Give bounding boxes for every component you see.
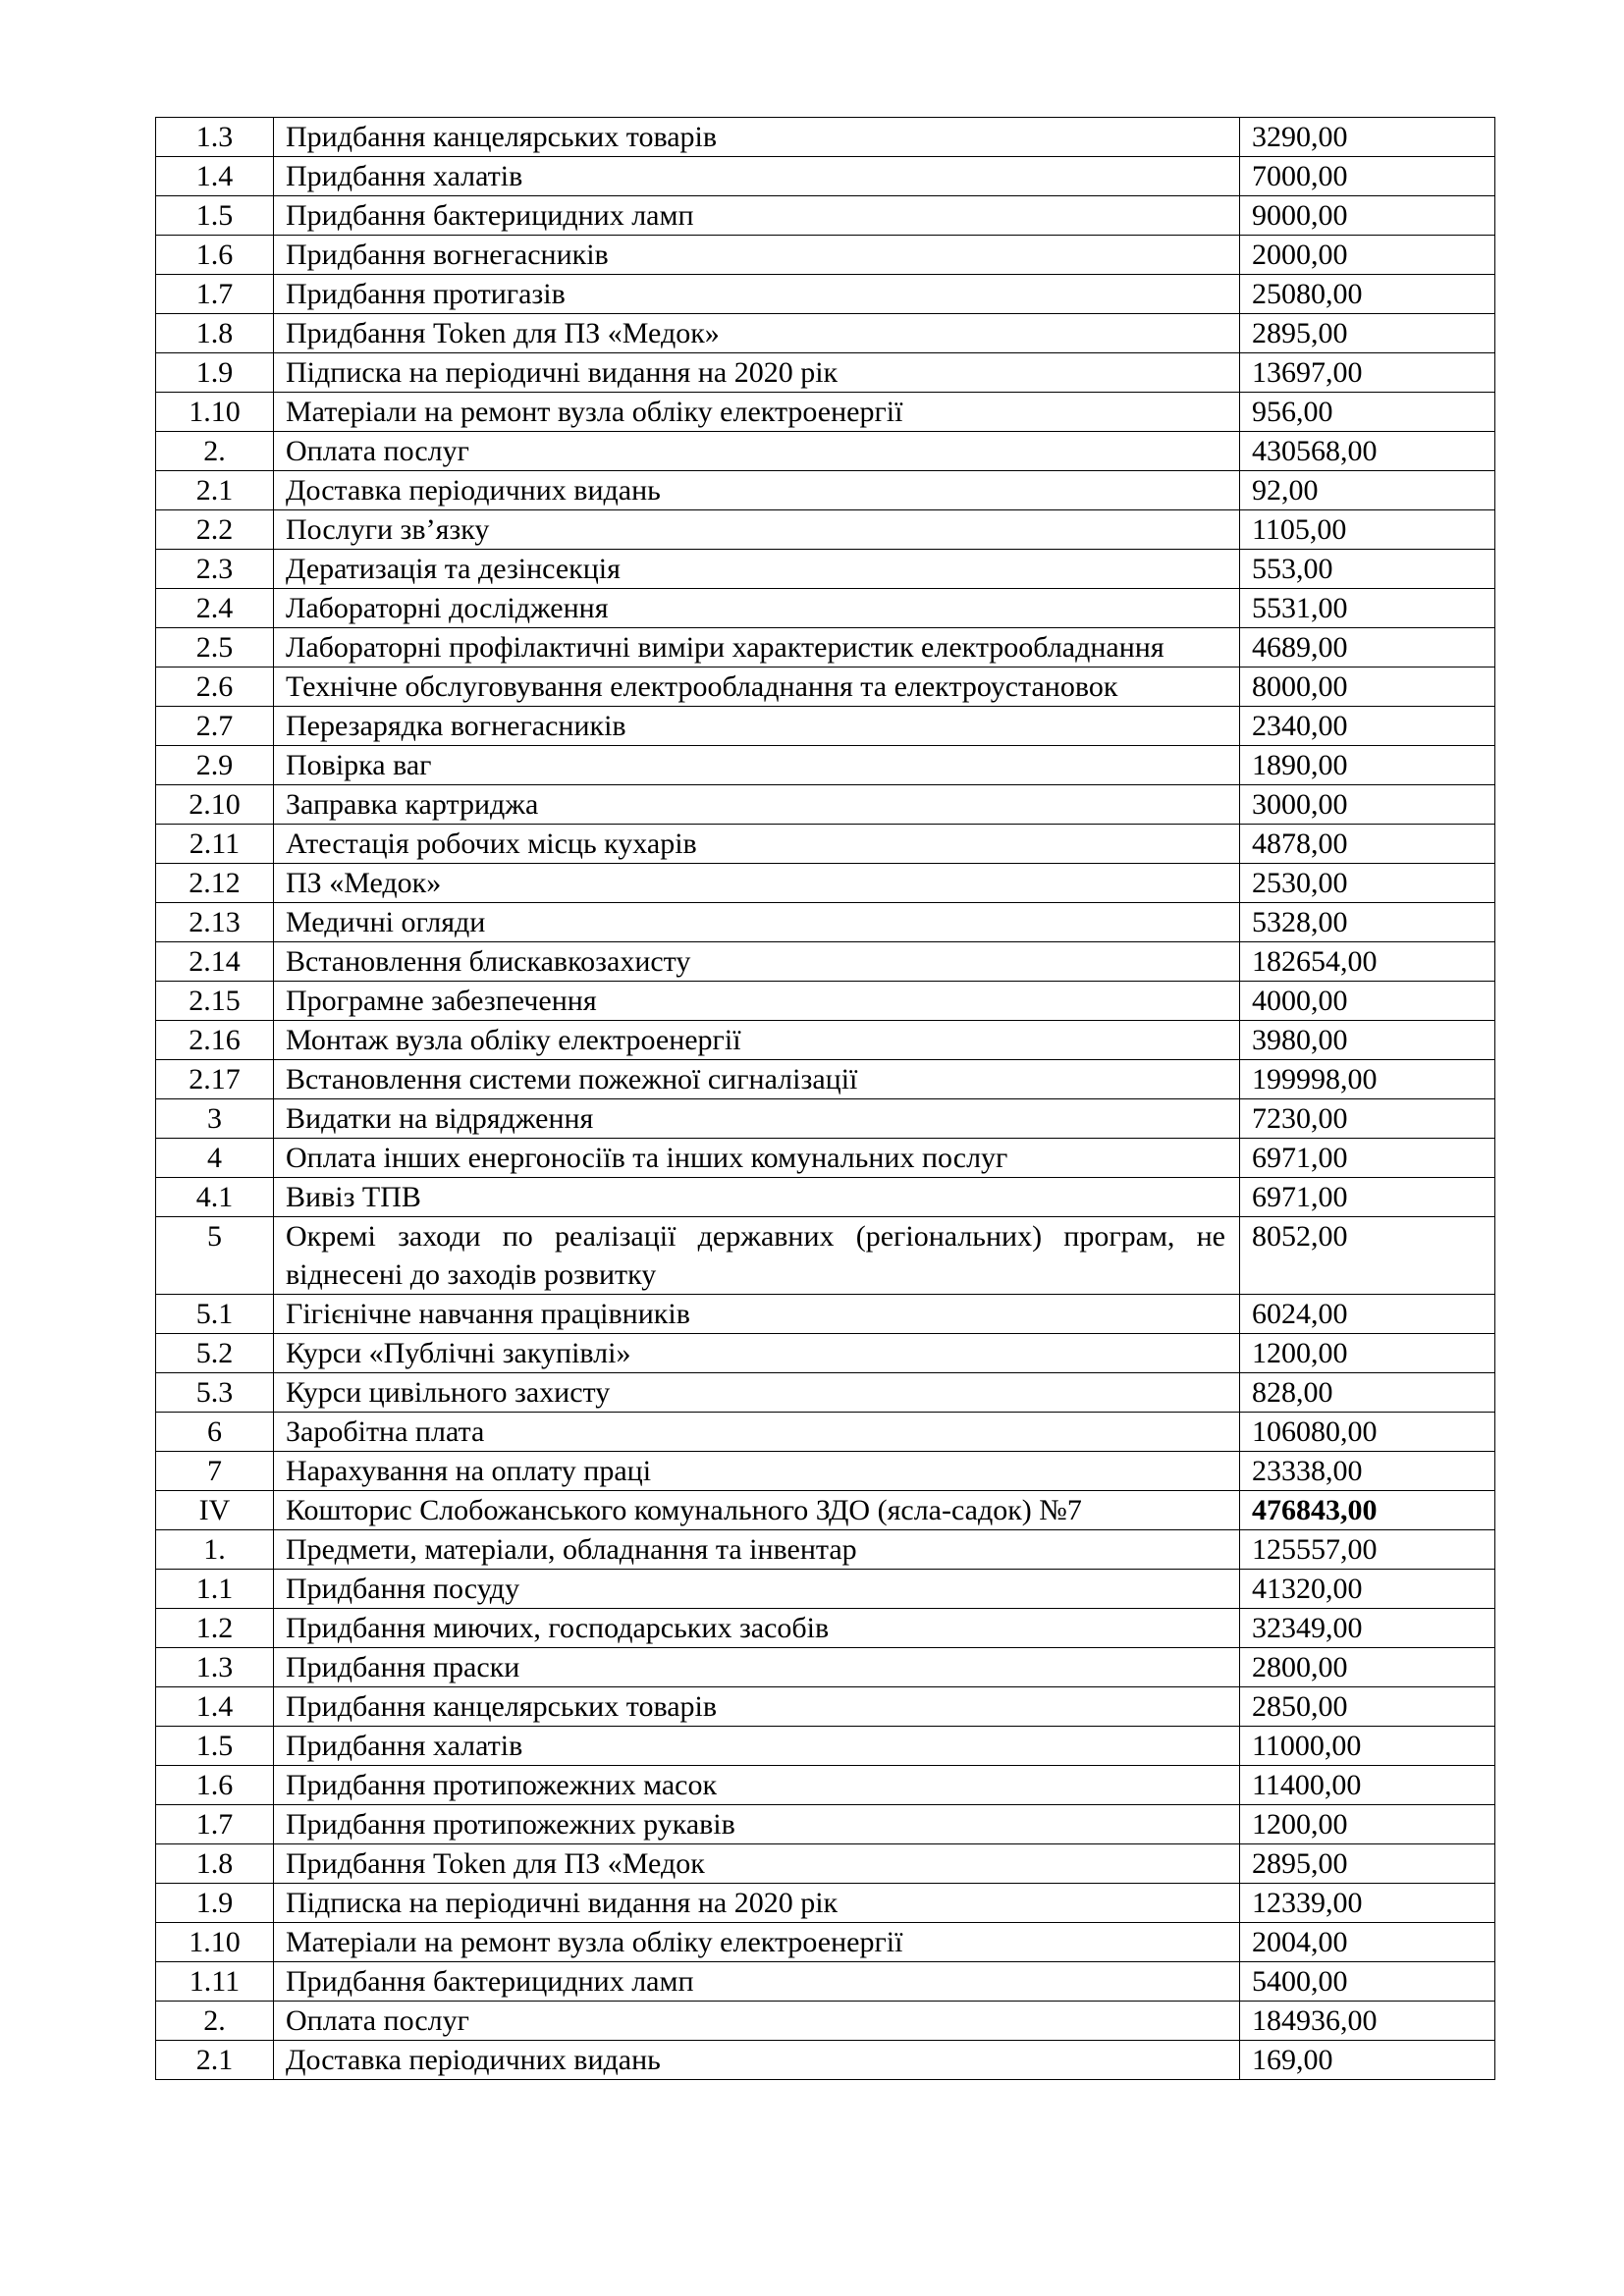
row-amount-cell: 4000,00	[1240, 982, 1495, 1021]
row-number-cell: 1.	[156, 1530, 274, 1570]
table-row	[156, 785, 1495, 825]
row-amount-cell: 25080,00	[1240, 275, 1495, 314]
row-description-cell: Придбання Token для ПЗ «Медок»	[274, 314, 1240, 353]
row-description-cell: Нарахування на оплату праці	[274, 1452, 1240, 1491]
row-amount-cell: 8000,00	[1240, 667, 1495, 707]
row-number-cell: 1.9	[156, 1884, 274, 1923]
row-number-cell: 2.10	[156, 785, 274, 825]
row-description-cell: Окремі заходи по реалізації державних (регіональних) програм, не віднесені до заходів розвитку	[274, 1217, 1240, 1295]
row-description-cell: Дератизація та дезінсекція	[274, 550, 1240, 589]
row-description-cell: Лабораторні дослідження	[274, 589, 1240, 628]
row-amount-cell: 2530,00	[1240, 864, 1495, 903]
row-number-cell: 1.7	[156, 275, 274, 314]
row-description-cell: Придбання бактерицидних ламп	[274, 196, 1240, 236]
row-amount-cell: 11400,00	[1240, 1766, 1495, 1805]
row-description-cell: Придбання канцелярських товарів	[274, 118, 1240, 157]
row-description-cell: Встановлення блискавкозахисту	[274, 942, 1240, 982]
table-row	[156, 1060, 1495, 1099]
table-row	[156, 1178, 1495, 1217]
row-amount-cell: 4689,00	[1240, 628, 1495, 667]
row-number-cell: 2.14	[156, 942, 274, 982]
row-amount-cell: 2000,00	[1240, 236, 1495, 275]
row-amount-cell: 125557,00	[1240, 1530, 1495, 1570]
row-number-cell: 1.10	[156, 393, 274, 432]
table-row	[156, 589, 1495, 628]
row-number-cell: 1.5	[156, 1727, 274, 1766]
table-row	[156, 825, 1495, 864]
table-row	[156, 707, 1495, 746]
row-number-cell: 2.	[156, 2002, 274, 2041]
table-row	[156, 1609, 1495, 1648]
row-number-cell: 1.11	[156, 1962, 274, 2002]
row-description-cell: Придбання халатів	[274, 1727, 1240, 1766]
row-description-cell: Придбання праски	[274, 1648, 1240, 1687]
row-amount-cell: 6971,00	[1240, 1178, 1495, 1217]
table-row	[156, 510, 1495, 550]
table-row	[156, 471, 1495, 510]
row-number-cell: 5.2	[156, 1334, 274, 1373]
row-number-cell: 2.2	[156, 510, 274, 550]
table-row	[156, 1648, 1495, 1687]
table-row	[156, 2002, 1495, 2041]
row-number-cell: 2.1	[156, 2041, 274, 2080]
row-amount-cell: 8052,00	[1240, 1217, 1495, 1295]
row-number-cell: 2.13	[156, 903, 274, 942]
row-number-cell: 2.5	[156, 628, 274, 667]
row-number-cell: 1.7	[156, 1805, 274, 1844]
row-amount-cell: 3980,00	[1240, 1021, 1495, 1060]
row-amount-cell: 2004,00	[1240, 1923, 1495, 1962]
row-amount-cell: 23338,00	[1240, 1452, 1495, 1491]
row-amount-cell: 7230,00	[1240, 1099, 1495, 1139]
table-row	[156, 1491, 1495, 1530]
row-number-cell: 1.2	[156, 1609, 274, 1648]
row-amount-cell: 92,00	[1240, 471, 1495, 510]
row-amount-cell: 12339,00	[1240, 1884, 1495, 1923]
row-number-cell: 1.4	[156, 1687, 274, 1727]
row-description-cell: Матеріали на ремонт вузла обліку електроенергії	[274, 1923, 1240, 1962]
row-amount-cell: 2850,00	[1240, 1687, 1495, 1727]
row-description-cell: Гігієнічне навчання працівників	[274, 1295, 1240, 1334]
row-number-cell: 1.3	[156, 1648, 274, 1687]
row-number-cell: 2.11	[156, 825, 274, 864]
row-amount-cell: 6971,00	[1240, 1139, 1495, 1178]
table-row	[156, 1962, 1495, 2002]
budget-table	[155, 117, 1495, 2080]
row-amount-cell: 199998,00	[1240, 1060, 1495, 1099]
row-number-cell: 2.4	[156, 589, 274, 628]
row-number-cell: 1.1	[156, 1570, 274, 1609]
row-number-cell: 2.9	[156, 746, 274, 785]
row-description-cell: Курси цивільного захисту	[274, 1373, 1240, 1413]
row-number-cell: 2.12	[156, 864, 274, 903]
table-row	[156, 1766, 1495, 1805]
row-amount-cell: 11000,00	[1240, 1727, 1495, 1766]
row-number-cell: 2.7	[156, 707, 274, 746]
table-row	[156, 157, 1495, 196]
row-number-cell: 2.3	[156, 550, 274, 589]
row-number-cell: 2.17	[156, 1060, 274, 1099]
row-description-cell: Підписка на періодичні видання на 2020 рік	[274, 1884, 1240, 1923]
row-description-cell: Оплата інших енергоносіїв та інших комунальних послуг	[274, 1139, 1240, 1178]
row-description-cell: Матеріали на ремонт вузла обліку електроенергії	[274, 393, 1240, 432]
row-number-cell: 2.15	[156, 982, 274, 1021]
row-number-cell: 5.1	[156, 1295, 274, 1334]
row-amount-cell: 2340,00	[1240, 707, 1495, 746]
table-row	[156, 1687, 1495, 1727]
table-row	[156, 1530, 1495, 1570]
row-description-cell: Оплата послуг	[274, 2002, 1240, 2041]
row-number-cell: 4	[156, 1139, 274, 1178]
table-row	[156, 903, 1495, 942]
table-row	[156, 1099, 1495, 1139]
row-amount-cell: 32349,00	[1240, 1609, 1495, 1648]
row-amount-cell: 4878,00	[1240, 825, 1495, 864]
row-description-cell: Лабораторні профілактичні виміри характеристик електрообладнання	[274, 628, 1240, 667]
table-row	[156, 314, 1495, 353]
row-number-cell: 4.1	[156, 1178, 274, 1217]
table-row	[156, 1727, 1495, 1766]
table-row	[156, 1217, 1495, 1295]
table-row	[156, 667, 1495, 707]
table-row	[156, 1295, 1495, 1334]
table-row	[156, 982, 1495, 1021]
table-row	[156, 1413, 1495, 1452]
row-description-cell: Придбання протигазів	[274, 275, 1240, 314]
row-amount-cell: 1200,00	[1240, 1334, 1495, 1373]
table-row	[156, 275, 1495, 314]
row-amount-cell: 41320,00	[1240, 1570, 1495, 1609]
row-amount-cell: 7000,00	[1240, 157, 1495, 196]
row-number-cell: 1.6	[156, 236, 274, 275]
row-description-cell: Придбання Token для ПЗ «Медок	[274, 1844, 1240, 1884]
table-row	[156, 118, 1495, 157]
row-description-cell: Перезарядка вогнегасників	[274, 707, 1240, 746]
row-description-cell: Видатки на відрядження	[274, 1099, 1240, 1139]
row-number-cell: 1.10	[156, 1923, 274, 1962]
row-number-cell: 2.16	[156, 1021, 274, 1060]
row-description-cell: Придбання посуду	[274, 1570, 1240, 1609]
table-row	[156, 1923, 1495, 1962]
row-amount-cell: 5400,00	[1240, 1962, 1495, 2002]
row-description-cell: ПЗ «Медок»	[274, 864, 1240, 903]
row-number-cell: 2.6	[156, 667, 274, 707]
table-row	[156, 236, 1495, 275]
table-row	[156, 1805, 1495, 1844]
row-description-cell: Монтаж вузла обліку електроенергії	[274, 1021, 1240, 1060]
row-amount-cell: 1105,00	[1240, 510, 1495, 550]
table-row	[156, 196, 1495, 236]
row-description-cell: Заправка картриджа	[274, 785, 1240, 825]
table-row	[156, 432, 1495, 471]
row-number-cell: 3	[156, 1099, 274, 1139]
table-row	[156, 550, 1495, 589]
table-row	[156, 1139, 1495, 1178]
table-row	[156, 864, 1495, 903]
table-row	[156, 1373, 1495, 1413]
row-number-cell: 1.6	[156, 1766, 274, 1805]
row-number-cell: 1.8	[156, 1844, 274, 1884]
row-amount-cell: 476843,00	[1240, 1491, 1495, 1530]
row-amount-cell: 9000,00	[1240, 196, 1495, 236]
row-description-cell: Придбання вогнегасників	[274, 236, 1240, 275]
row-number-cell: 2.1	[156, 471, 274, 510]
row-number-cell: 1.8	[156, 314, 274, 353]
row-amount-cell: 6024,00	[1240, 1295, 1495, 1334]
row-number-cell: 1.4	[156, 157, 274, 196]
row-description-cell: Доставка періодичних видань	[274, 471, 1240, 510]
row-amount-cell: 5531,00	[1240, 589, 1495, 628]
row-description-cell: Оплата послуг	[274, 432, 1240, 471]
row-amount-cell: 2895,00	[1240, 1844, 1495, 1884]
row-amount-cell: 5328,00	[1240, 903, 1495, 942]
row-number-cell: 7	[156, 1452, 274, 1491]
table-row	[156, 1452, 1495, 1491]
table-row	[156, 1021, 1495, 1060]
row-description-cell: Предмети, матеріали, обладнання та інвентар	[274, 1530, 1240, 1570]
row-description-cell: Придбання халатів	[274, 157, 1240, 196]
table-row	[156, 2041, 1495, 2080]
table-row	[156, 942, 1495, 982]
row-amount-cell: 956,00	[1240, 393, 1495, 432]
row-description-cell: Атестація робочих місць кухарів	[274, 825, 1240, 864]
row-description-cell: Підписка на періодичні видання на 2020 рік	[274, 353, 1240, 393]
table-row	[156, 1570, 1495, 1609]
row-amount-cell: 169,00	[1240, 2041, 1495, 2080]
row-description-cell: Вивіз ТПВ	[274, 1178, 1240, 1217]
row-amount-cell: 1890,00	[1240, 746, 1495, 785]
row-description-cell: Придбання канцелярських товарів	[274, 1687, 1240, 1727]
row-description-cell: Курси «Публічні закупівлі»	[274, 1334, 1240, 1373]
table-row	[156, 1844, 1495, 1884]
budget-table-body	[156, 118, 1495, 2080]
row-description-cell: Програмне забезпечення	[274, 982, 1240, 1021]
row-amount-cell: 13697,00	[1240, 353, 1495, 393]
row-amount-cell: 106080,00	[1240, 1413, 1495, 1452]
row-description-cell: Технічне обслуговування електрообладнання та електроустановок	[274, 667, 1240, 707]
row-description-cell: Послуги зв’язку	[274, 510, 1240, 550]
row-number-cell: IV	[156, 1491, 274, 1530]
table-row	[156, 746, 1495, 785]
row-amount-cell: 182654,00	[1240, 942, 1495, 982]
table-row	[156, 1884, 1495, 1923]
row-description-cell: Медичні огляди	[274, 903, 1240, 942]
row-description-cell: Придбання бактерицидних ламп	[274, 1962, 1240, 2002]
row-amount-cell: 553,00	[1240, 550, 1495, 589]
row-description-cell: Доставка періодичних видань	[274, 2041, 1240, 2080]
row-description-cell: Повірка ваг	[274, 746, 1240, 785]
row-description-cell: Заробітна плата	[274, 1413, 1240, 1452]
row-amount-cell: 430568,00	[1240, 432, 1495, 471]
row-number-cell: 5.3	[156, 1373, 274, 1413]
row-number-cell: 1.9	[156, 353, 274, 393]
row-amount-cell: 184936,00	[1240, 2002, 1495, 2041]
row-amount-cell: 3290,00	[1240, 118, 1495, 157]
table-row	[156, 1334, 1495, 1373]
row-description-cell: Придбання миючих, господарських засобів	[274, 1609, 1240, 1648]
table-row	[156, 628, 1495, 667]
row-number-cell: 2.	[156, 432, 274, 471]
row-description-cell: Придбання протипожежних масок	[274, 1766, 1240, 1805]
row-number-cell: 6	[156, 1413, 274, 1452]
row-description-cell: Кошторис Слобожанського комунального ЗДО (ясла-садок) №7	[274, 1491, 1240, 1530]
table-row	[156, 393, 1495, 432]
row-number-cell: 1.5	[156, 196, 274, 236]
row-amount-cell: 2800,00	[1240, 1648, 1495, 1687]
row-description-cell: Встановлення системи пожежної сигналізації	[274, 1060, 1240, 1099]
row-amount-cell: 1200,00	[1240, 1805, 1495, 1844]
row-number-cell: 1.3	[156, 118, 274, 157]
row-amount-cell: 2895,00	[1240, 314, 1495, 353]
row-description-cell: Придбання протипожежних рукавів	[274, 1805, 1240, 1844]
row-amount-cell: 3000,00	[1240, 785, 1495, 825]
row-number-cell: 5	[156, 1217, 274, 1295]
table-row	[156, 353, 1495, 393]
row-amount-cell: 828,00	[1240, 1373, 1495, 1413]
